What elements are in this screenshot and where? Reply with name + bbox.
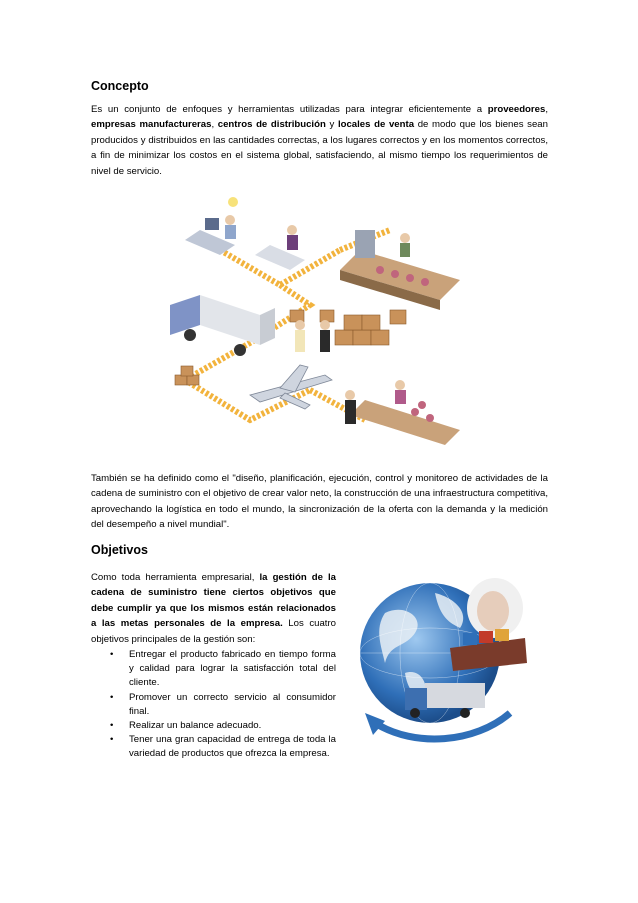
globe-logistics-illustration [345,573,535,758]
text-run: y [325,119,338,131]
text-run: , [545,104,548,115]
bullet-icon: • [110,720,114,732]
list-item-text: Realizar un balance adecuado. [129,720,262,732]
truck-icon [170,295,275,356]
retail-store-icon [345,380,460,445]
text-run: proveedores [487,104,546,115]
concepto-paragraph-2: También se ha definido como el "diseño, planificación, ejecución, control y monitoreo de actividades de la cadena de suministro con el objetivo de crear valor neto, la construcción de una infraestructura competitiva, aprovechando la logística en todo el mundo, la sincronización de la oferta con la demanda y la medición del desempeño a nivel mundial". [91,473,549,531]
factory-icon [340,230,460,310]
list-item-text: Promover un correcto servicio al consumidor final. [129,691,336,717]
text-run: de modo que los bienes sean producidos y distribuidos en las cantidades correctas, a los lugares correctos y en los momentos correctos, a fin de minimizar los costos en el sistema global, satisfaciendo, al mismo tiempo los requerimientos de nivel de servicio. [91,119,548,177]
list-item-text: Entregar el producto fabricado en tiempo forma y calidad para lograr la satisfacción total del cliente. [129,649,336,689]
text-run: locales de venta [337,119,415,131]
text-run: Como toda herramienta empresarial, [91,572,260,583]
list-item-text: Tener una gran capacidad de entrega de toda la variedad de productos que ofrezca la empresa. [129,734,336,760]
airplane-icon [250,365,332,409]
office-desk-icon [185,197,238,255]
bullet-icon: • [110,691,114,703]
list-item [91,733,336,761]
text-run: empresas manufactureras [91,119,212,131]
list-item [91,648,336,691]
warehouse-worker-icon [295,320,330,352]
objetivos-intro-paragraph [91,570,336,647]
worker-icon [255,225,305,270]
list-item [91,691,336,719]
text-run: Los cuatro objetivos principales de la gestión son: [91,618,336,645]
section-heading-objetivos: Objetivos [91,543,148,557]
text-run: , [211,119,218,131]
text-run: centros de distribución [217,119,326,131]
section-heading-concepto: Concepto [91,79,149,93]
text-run: Es un conjunto de enfoques y herramientas utilizadas para integrar eficientemente a [91,104,488,115]
supply-chain-illustration [160,190,480,460]
bullet-icon: • [110,734,114,746]
concepto-paragraph-1 [91,102,548,179]
objetivos-list [91,648,336,762]
list-item [91,719,336,733]
text-run: la gestión de la cadena de suministro tiene ciertos objetivos que debe cumplir ya que los mismos están relacionados a las metas personales de la empresa. [91,572,336,630]
bullet-icon: • [110,649,114,660]
